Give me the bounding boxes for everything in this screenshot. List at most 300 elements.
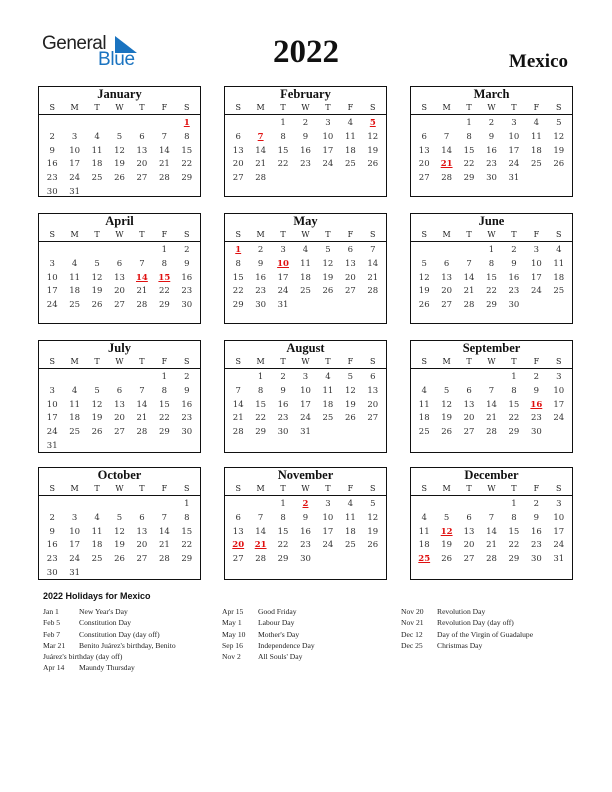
day-cell: 26 [114, 554, 125, 565]
weekday-label: M [256, 230, 265, 239]
day-cell: 5 [325, 245, 331, 255]
day-cell: 20 [344, 272, 356, 283]
weekday-header [411, 229, 572, 241]
holiday-date: Feb 5 [43, 618, 61, 628]
day-cell: 15 [486, 272, 497, 283]
day-cell: 2 [533, 499, 540, 509]
empty-day-cell [131, 244, 153, 258]
weekday-label: S [421, 103, 427, 112]
day-cell: 29 [181, 554, 193, 565]
holiday-name: New Year's Day [79, 607, 128, 616]
day-cell: 6 [139, 512, 145, 523]
weekday-label: T [466, 103, 472, 112]
holiday-entry [401, 629, 533, 640]
day-cell: 28 [136, 427, 148, 438]
day-cell: 17 [46, 286, 58, 297]
day-cell: 4 [533, 118, 540, 128]
day-cell: 11 [91, 145, 103, 156]
holiday-entry [43, 640, 176, 651]
weekday-label: F [533, 484, 540, 493]
month-august [224, 340, 387, 453]
day-cell: 29 [158, 300, 170, 311]
day-cell: 15 [255, 399, 267, 410]
weekday-label: W [301, 484, 310, 493]
day-cell: 2 [49, 131, 55, 142]
day-cell: 20 [463, 540, 475, 551]
empty-day-cell [41, 244, 63, 258]
weekday-label: W [487, 230, 496, 239]
day-cell: 9 [280, 385, 286, 396]
weekday-header [225, 356, 386, 368]
day-cell: 17 [553, 526, 565, 537]
day-cell: 8 [511, 512, 517, 523]
logo-blue-text: Blue [98, 49, 135, 70]
day-cell: 23 [300, 159, 311, 170]
weekday-label: T [325, 357, 331, 366]
day-cell: 29 [486, 300, 497, 311]
day-cell: 11 [322, 385, 334, 396]
month-february [224, 86, 387, 197]
month-april [38, 213, 201, 324]
holiday-name: Independence Day [258, 640, 315, 650]
weekday-label: W [487, 484, 496, 493]
day-cell: 23 [530, 540, 542, 551]
weekday-header [39, 356, 200, 368]
month-may [224, 213, 387, 324]
holiday-date: Dec 25 [401, 640, 423, 650]
holiday-entry [43, 662, 176, 673]
empty-day-cell [108, 498, 130, 512]
weekday-label: T [466, 484, 472, 493]
day-cell: 29 [255, 427, 267, 438]
day-cell: 3 [49, 258, 55, 269]
day-cell: 18 [530, 145, 542, 156]
day-cell: 27 [463, 554, 475, 565]
day-cell: 13 [136, 145, 148, 156]
day-cell: 24 [46, 427, 58, 438]
day-cell: 8 [161, 385, 168, 396]
weekday-label: W [115, 230, 124, 239]
weekday-label: S [49, 230, 55, 239]
holiday-day-cell: 5 [369, 118, 376, 128]
day-cell: 29 [277, 554, 289, 565]
day-cell: 10 [46, 272, 58, 283]
holidays-column-3 [401, 606, 533, 651]
holiday-entry [43, 629, 176, 640]
weekday-label: T [139, 484, 145, 493]
day-cell: 2 [280, 372, 286, 382]
empty-day-cell [413, 498, 435, 512]
empty-day-cell [86, 371, 108, 385]
weekday-label: T [94, 484, 100, 493]
day-cell: 22 [158, 413, 170, 424]
day-cell: 16 [181, 399, 193, 410]
day-cell: 10 [530, 258, 542, 269]
weekday-label: F [347, 484, 354, 493]
weekday-label: W [301, 357, 310, 366]
weekday-label: M [256, 357, 265, 366]
day-cell: 15 [277, 526, 289, 537]
day-cell: 16 [46, 540, 58, 551]
day-cell: 4 [347, 118, 354, 128]
day-cell: 30 [486, 173, 497, 184]
day-cell: 20 [367, 399, 379, 410]
empty-day-cell [108, 244, 130, 258]
month-march [410, 86, 573, 197]
day-cell: 6 [235, 131, 241, 142]
day-cell: 29 [181, 173, 193, 184]
weekday-label: M [70, 484, 79, 493]
day-cell: 31 [69, 186, 81, 197]
weekday-header [39, 102, 200, 114]
day-grid [39, 369, 200, 454]
day-cell: 3 [556, 499, 562, 509]
day-cell: 13 [463, 526, 475, 537]
day-cell: 9 [302, 512, 309, 523]
weekday-label: T [325, 103, 331, 112]
holiday-name: Day of the Virgin of Guadalupe [437, 629, 534, 639]
holiday-day-cell: 25 [418, 554, 431, 565]
weekday-header [39, 483, 200, 495]
day-cell: 16 [300, 145, 311, 156]
day-grid [225, 369, 386, 440]
day-cell: 19 [114, 159, 125, 170]
weekday-label: S [370, 103, 376, 112]
holiday-name: Revolution Day [437, 607, 486, 616]
day-cell: 26 [441, 554, 453, 565]
day-cell: 7 [466, 258, 472, 269]
empty-day-cell [86, 498, 108, 512]
day-cell: 24 [530, 286, 542, 297]
day-cell: 22 [181, 159, 193, 170]
empty-day-cell [153, 498, 175, 512]
day-cell: 17 [322, 145, 334, 156]
empty-day-cell [249, 117, 271, 131]
day-cell: 16 [300, 526, 311, 537]
weekday-label: M [442, 230, 451, 239]
day-cell: 4 [71, 258, 78, 269]
weekday-label: W [487, 103, 496, 112]
day-cell: 1 [257, 372, 264, 382]
holiday-day-cell: 10 [277, 258, 289, 269]
day-cell: 3 [511, 118, 517, 128]
holiday-name: Constitution Day [79, 618, 132, 628]
day-cell: 4 [556, 245, 562, 255]
empty-day-cell [41, 498, 63, 512]
weekday-label: S [235, 484, 241, 493]
weekday-label: S [184, 357, 190, 366]
day-cell: 14 [136, 399, 148, 410]
day-cell: 11 [91, 526, 103, 537]
day-cell: 7 [257, 512, 264, 523]
day-cell: 24 [69, 554, 81, 565]
day-cell: 30 [181, 300, 193, 311]
day-cell: 4 [325, 372, 331, 382]
day-cell: 25 [344, 540, 356, 551]
day-cell: 5 [94, 258, 100, 269]
weekday-label: T [139, 103, 145, 112]
weekday-label: T [280, 103, 286, 112]
weekday-label: T [511, 357, 517, 366]
day-cell: 7 [488, 385, 495, 396]
day-cell: 13 [232, 526, 244, 537]
day-cell: 22 [508, 540, 520, 551]
day-cell: 14 [486, 526, 497, 537]
day-cell: 14 [255, 145, 267, 156]
empty-day-cell [249, 498, 271, 512]
day-cell: 6 [116, 258, 123, 269]
day-cell: 18 [69, 413, 81, 424]
month-name: June [478, 214, 505, 228]
holiday-entry [222, 606, 315, 617]
day-cell: 5 [116, 131, 123, 142]
day-cell: 4 [347, 499, 354, 509]
month-name: March [473, 87, 510, 101]
day-cell: 15 [463, 145, 475, 156]
day-cell: 25 [69, 300, 81, 311]
weekday-label: M [70, 357, 79, 366]
day-cell: 19 [344, 399, 356, 410]
day-cell: 27 [114, 427, 125, 438]
day-cell: 13 [114, 272, 125, 283]
day-cell: 21 [136, 286, 148, 297]
day-cell: 21 [136, 413, 148, 424]
day-cell: 8 [466, 131, 472, 142]
day-cell: 12 [367, 131, 379, 142]
holiday-name: Good Friday [258, 607, 297, 616]
day-cell: 1 [488, 245, 495, 255]
day-cell: 20 [441, 286, 453, 297]
day-cell: 19 [91, 286, 103, 297]
empty-day-cell [131, 117, 153, 131]
day-cell: 8 [280, 131, 286, 142]
empty-day-cell [480, 498, 502, 512]
day-cell: 25 [553, 286, 565, 297]
day-cell: 3 [556, 372, 562, 382]
day-cell: 8 [488, 258, 495, 269]
day-cell: 22 [181, 540, 193, 551]
day-cell: 6 [139, 131, 145, 142]
day-cell: 13 [463, 399, 475, 410]
day-cell: 28 [232, 427, 244, 438]
month-name: April [105, 214, 134, 228]
weekday-label: T [94, 103, 100, 112]
day-cell: 5 [116, 512, 123, 523]
day-cell: 14 [441, 145, 453, 156]
weekday-label: S [184, 484, 190, 493]
weekday-label: F [161, 484, 168, 493]
day-cell: 27 [463, 427, 475, 438]
day-cell: 3 [71, 131, 78, 142]
weekday-label: T [325, 484, 331, 493]
day-cell: 22 [463, 159, 475, 170]
day-cell: 7 [443, 131, 450, 142]
day-cell: 28 [367, 286, 379, 297]
weekday-label: F [347, 103, 354, 112]
empty-day-cell [41, 371, 63, 385]
day-cell: 17 [322, 526, 334, 537]
weekday-label: T [466, 357, 472, 366]
day-cell: 11 [418, 399, 430, 410]
day-grid [411, 115, 572, 186]
day-cell: 26 [367, 540, 379, 551]
day-cell: 7 [139, 385, 145, 396]
day-cell: 8 [280, 512, 286, 523]
month-name: October [97, 468, 142, 482]
day-cell: 18 [91, 540, 103, 551]
day-cell: 19 [367, 526, 379, 537]
holiday-date: Nov 21 [401, 618, 424, 628]
day-cell: 24 [508, 159, 520, 170]
holiday-date: Mar 21 [43, 640, 66, 650]
day-cell: 20 [232, 159, 244, 170]
month-name: August [286, 341, 325, 355]
empty-day-cell [458, 244, 480, 258]
weekday-label: M [442, 103, 451, 112]
day-cell: 19 [441, 540, 453, 551]
day-cell: 29 [508, 427, 520, 438]
holiday-day-cell: 7 [257, 131, 264, 142]
empty-day-cell [227, 371, 249, 385]
day-cell: 27 [136, 554, 148, 565]
day-cell: 27 [418, 173, 430, 184]
day-grid [39, 242, 200, 313]
country-title: Mexico [508, 51, 568, 72]
holiday-day-cell: 1 [183, 118, 190, 128]
day-cell: 23 [181, 413, 193, 424]
holiday-day-cell: 2 [302, 499, 309, 509]
day-cell: 26 [441, 427, 453, 438]
day-cell: 5 [443, 512, 450, 523]
holidays-column-1 [43, 606, 176, 674]
day-cell: 15 [181, 526, 193, 537]
holiday-date: May 10 [222, 629, 246, 639]
day-cell: 27 [344, 286, 356, 297]
day-cell: 2 [533, 372, 540, 382]
day-cell: 23 [486, 159, 497, 170]
day-cell: 10 [322, 512, 334, 523]
day-cell: 21 [255, 159, 267, 170]
day-cell: 27 [232, 554, 244, 565]
day-cell: 30 [508, 300, 520, 311]
day-cell: 20 [463, 413, 475, 424]
day-cell: 6 [466, 512, 472, 523]
day-cell: 20 [114, 413, 125, 424]
weekday-label: S [556, 103, 562, 112]
day-cell: 22 [158, 286, 170, 297]
day-cell: 1 [161, 372, 168, 382]
day-cell: 16 [486, 145, 497, 156]
day-cell: 22 [277, 159, 289, 170]
day-cell: 6 [235, 512, 241, 523]
day-cell: 6 [116, 385, 123, 396]
weekday-label: T [94, 357, 100, 366]
holidays-column-2 [222, 606, 315, 662]
weekday-label: S [235, 103, 241, 112]
day-cell: 8 [511, 385, 517, 396]
empty-day-cell [458, 498, 480, 512]
day-cell: 11 [344, 512, 356, 523]
day-cell: 28 [441, 173, 453, 184]
day-cell: 24 [322, 159, 334, 170]
day-cell: 28 [136, 300, 148, 311]
day-cell: 3 [71, 512, 78, 523]
day-cell: 9 [302, 131, 309, 142]
day-cell: 7 [235, 385, 241, 396]
day-cell: 28 [158, 554, 170, 565]
day-cell: 23 [300, 540, 311, 551]
day-cell: 10 [322, 131, 334, 142]
holiday-date: Nov 20 [401, 607, 424, 616]
month-name: September [462, 341, 521, 355]
weekday-label: W [115, 357, 124, 366]
day-cell: 21 [463, 286, 475, 297]
empty-day-cell [227, 498, 249, 512]
day-cell: 25 [69, 427, 81, 438]
day-cell: 27 [136, 173, 148, 184]
day-cell: 21 [158, 159, 170, 170]
day-cell: 18 [418, 413, 430, 424]
day-cell: 28 [486, 554, 497, 565]
weekday-header [411, 102, 572, 114]
day-cell: 21 [158, 540, 170, 551]
weekday-label: T [280, 230, 286, 239]
day-cell: 21 [232, 413, 244, 424]
day-cell: 17 [277, 272, 289, 283]
weekday-label: T [511, 230, 517, 239]
day-cell: 14 [158, 526, 170, 537]
empty-day-cell [131, 498, 153, 512]
day-cell: 25 [344, 159, 356, 170]
day-cell: 2 [257, 245, 264, 255]
day-cell: 19 [441, 413, 453, 424]
year-title: 2022 [273, 34, 339, 70]
day-cell: 15 [277, 145, 289, 156]
day-cell: 19 [322, 272, 334, 283]
day-cell: 27 [367, 413, 379, 424]
day-cell: 4 [421, 385, 427, 396]
empty-day-cell [435, 371, 457, 385]
holiday-name: Christmas Day [437, 640, 483, 650]
day-cell: 30 [530, 427, 542, 438]
day-cell: 17 [553, 399, 565, 410]
day-cell: 11 [418, 526, 430, 537]
day-cell: 20 [114, 286, 125, 297]
day-cell: 1 [184, 499, 190, 509]
holiday-entry [401, 640, 533, 651]
day-cell: 7 [370, 245, 376, 255]
day-cell: 19 [418, 286, 430, 297]
day-grid [411, 369, 572, 440]
day-cell: 13 [232, 145, 244, 156]
weekday-label: T [280, 357, 286, 366]
day-cell: 23 [46, 554, 58, 565]
day-cell: 25 [300, 286, 311, 297]
day-cell: 26 [91, 427, 103, 438]
day-cell: 2 [302, 118, 309, 128]
holiday-name: Benito Juárez's birthday, Benito [79, 640, 176, 650]
day-cell: 15 [232, 272, 244, 283]
day-cell: 22 [486, 286, 497, 297]
weekday-label: F [533, 230, 540, 239]
day-cell: 4 [94, 131, 100, 142]
day-cell: 11 [553, 258, 565, 269]
month-name: February [280, 87, 331, 101]
day-cell: 11 [69, 272, 81, 283]
day-cell: 9 [533, 385, 540, 396]
day-cell: 4 [302, 245, 309, 255]
weekday-header [225, 229, 386, 241]
